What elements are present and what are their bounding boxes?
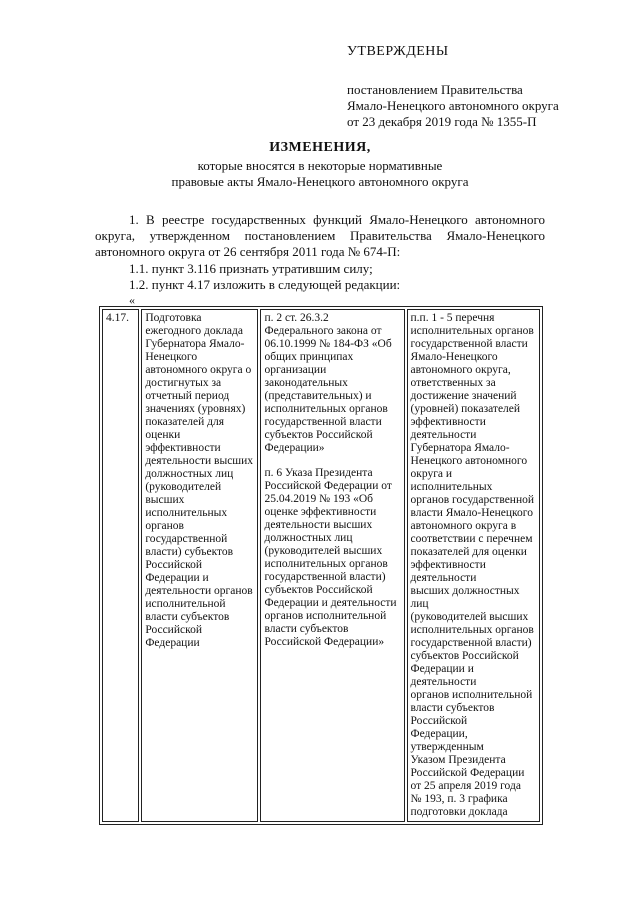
document-title: ИЗМЕНЕНИЯ, bbox=[269, 140, 371, 155]
item-1-2: 1.2. пункт 4.17 изложить в следующей редакции: bbox=[129, 277, 401, 292]
approval-line: от 23 декабря 2019 года № 1355-П bbox=[347, 114, 537, 129]
paragraph-1 bbox=[95, 212, 545, 260]
document-subtitle bbox=[0, 158, 640, 190]
legal-basis-1: п. 2 ст. 26.3.2 Федерального закона от 06.10.1999 № 184-ФЗ «Об общих принципах организации законодательных (представительных) и исполнительных органов государственной власти субъектов Российской Федерации» bbox=[264, 312, 392, 454]
legal-basis-2: п. 6 Указа Президента Российской Федерации от 25.04.2019 № 193 «Об оценке эффективности деятельности высших должностных лиц (руководителей высших исполнительных органов государственной власти) субъектов Российской Федерации и деятельности органов исполнительной власти субъектов Российской Федерации» bbox=[264, 467, 397, 648]
approval-details bbox=[347, 82, 559, 130]
approval-heading: УТВЕРЖДЕНЫ bbox=[347, 44, 449, 59]
subtitle-line: которые вносятся в некоторые нормативные bbox=[197, 158, 443, 173]
executors-cell bbox=[407, 309, 540, 822]
row-number: 4.17. bbox=[102, 309, 139, 822]
approval-line: Ямало-Ненецкого автономного округа bbox=[347, 98, 559, 113]
function-name-cell bbox=[141, 309, 258, 822]
function-name: Подготовка ежегодного доклада Губернатора Ямало- Ненецкого автономного округа о достигнутых за отчетный период значениях (уровнях) показателей для оценки эффективности деятельности высших должностных лиц (руководителей высших исполнительных органов государственной власти) субъектов Российской Федерации и деятельности органов исполнительной власти субъектов Российской Федерации bbox=[145, 312, 254, 649]
subtitle-line: правовые акты Ямало-Ненецкого автономного округа bbox=[171, 174, 469, 189]
executors-text: п.п. 1 - 5 перечня исполнительных органов государственной власти Ямало-Ненецкого автономного округа, ответственных за достижение значений (уровней) показателей эффективности деятельности Губернатора Ямало- Ненецкого автономного округа и исполнительных органов государственной власти Ямало-Ненецкого автономного округа в соответствии с перечнем показателей для оценки эффективности деятельности высших должностных лиц (руководителей высших исполнительных органов государственной власти) субъектов Российской Федерации и деятельности органов исполнительной власти субъектов Российской Федерации, утвержденным Указом Президента Российской Федерации от 25 апреля 2019 года № 193, п. 3 графика подготовки доклада bbox=[410, 312, 535, 818]
table-row bbox=[102, 309, 540, 822]
approval-line: постановлением Правительства bbox=[347, 82, 523, 97]
paragraph-1-text: 1. В реестре государственных функций Ямало-Ненецкого автономного округа, утвержденном постановлением Правительства Ямало-Ненецкого автономного округа от 26 сентября 2011 года № 674-П: bbox=[95, 212, 545, 259]
registry-table bbox=[99, 306, 543, 825]
legal-basis-cell bbox=[260, 309, 404, 822]
open-quote: « bbox=[129, 293, 135, 307]
item-1-1: 1.1. пункт 3.116 признать утратившим силу; bbox=[129, 261, 373, 276]
